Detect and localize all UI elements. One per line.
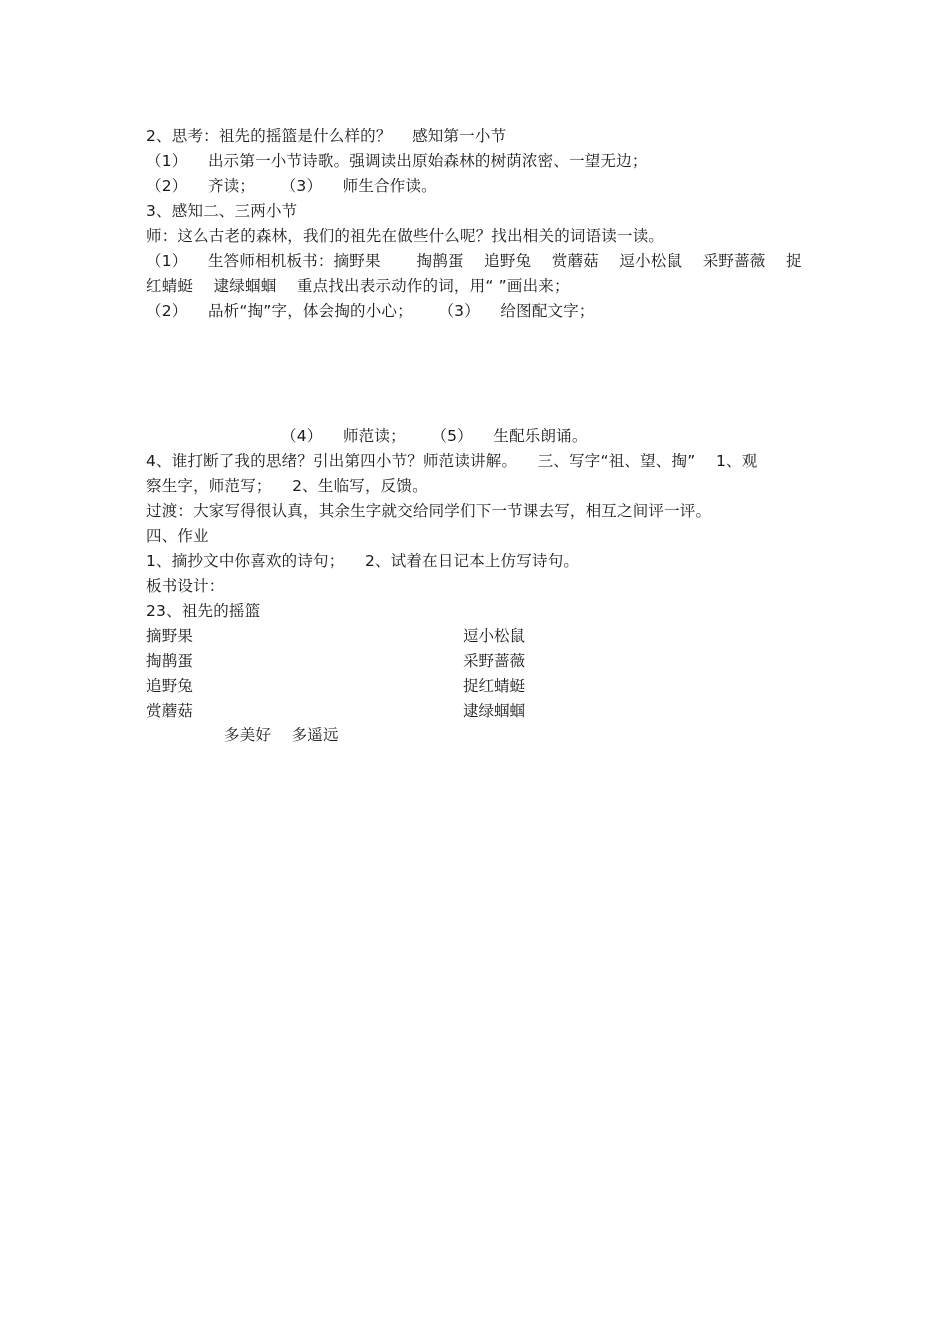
text-line-homework-heading: 四、作业: [146, 527, 209, 545]
text-line-think: 2、思考：祖先的摇篮是什么样的？ 感知第一小节: [146, 127, 507, 145]
text-line-board-words: （1） 生答师相机板书：摘野果 掏鹊蛋 追野兔 赏蘑菇 逗小松鼠 采野蔷薇 捉: [146, 252, 802, 270]
board-left-item: 追野兔: [146, 677, 194, 695]
text-line-reading: （4） 师范读； （5） 生配乐朗诵。: [281, 427, 588, 445]
text-line-lesson-title: 23、祖先的摇篮: [146, 602, 261, 620]
board-right-item: 逗小松鼠: [463, 627, 526, 645]
board-left-item: 摘野果: [146, 627, 194, 645]
text-line-observe: 察生字，师范写； 2、生临写，反馈。: [146, 477, 428, 495]
text-line-homework: 1、摘抄文中你喜欢的诗句； 2、试着在日记本上仿写诗句。: [146, 552, 580, 570]
text-line-analysis: （2） 品析“掏”字，体会掏的小心； （3） 给图配文字；: [146, 302, 595, 320]
board-right-item: 捉红蜻蜓: [463, 677, 526, 695]
board-right-item: 采野蔷薇: [463, 652, 526, 670]
text-line-section-4: 4、谁打断了我的思绪？引出第四小节？师范读讲解。 三、写字“祖、望、掏” 1、观: [146, 452, 758, 470]
text-line-step-1: （1） 出示第一小节诗歌。强调读出原始森林的树荫浓密、一望无边；: [146, 152, 648, 170]
text-line-teacher: 师：这么古老的森林，我们的祖先在做些什么呢？找出相关的词语读一读。: [146, 227, 665, 245]
text-line-section-3: 3、感知二、三两小节: [146, 202, 298, 220]
board-left-item: 掏鹊蛋: [146, 652, 194, 670]
board-left-item: 赏蘑菇: [146, 702, 194, 720]
board-summary: 多美好 多遥远: [224, 726, 339, 744]
text-line-board-design: 板书设计：: [146, 577, 225, 595]
text-line-step-2: （2） 齐读； （3） 师生合作读。: [146, 177, 437, 195]
text-line-transition: 过渡：大家写得很认真，其余生字就交给同学们下一节课去写，相互之间评一评。: [146, 502, 712, 520]
board-right-item: 逮绿蝈蝈: [463, 702, 526, 720]
text-line-board-words-cont: 红蜻蜓 逮绿蝈蝈 重点找出表示动作的词，用“ ”画出来；: [146, 277, 570, 295]
